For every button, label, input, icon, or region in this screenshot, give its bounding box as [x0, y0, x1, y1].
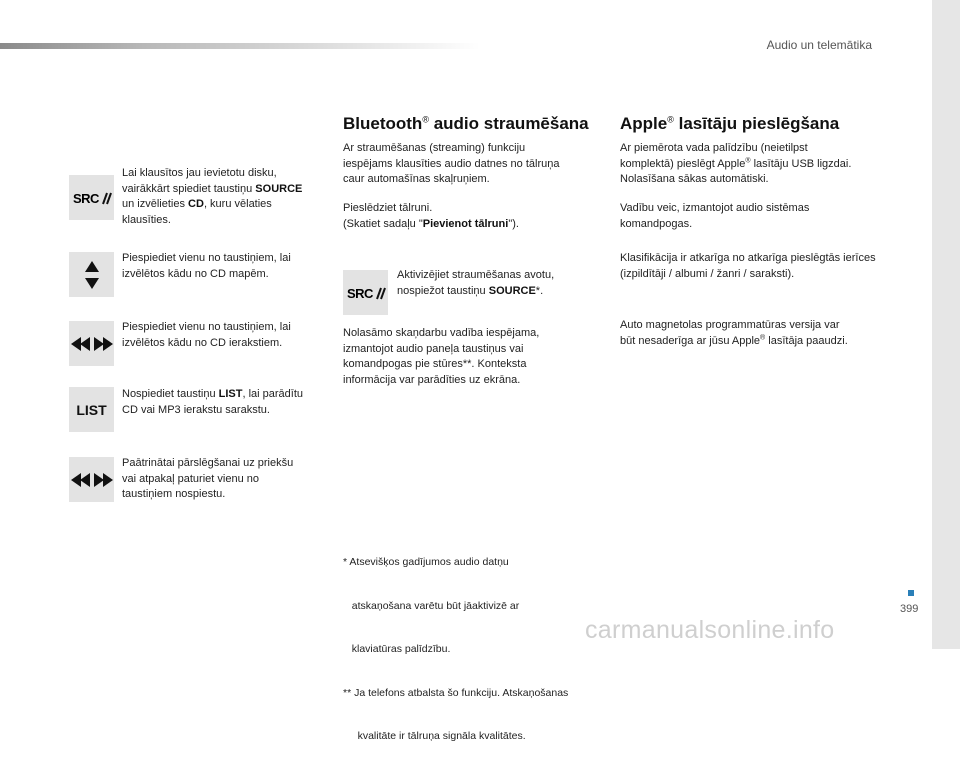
left-text-4: [122, 387, 332, 418]
bt-p3-line-2: izmantojot audio paneļa taustiņus vai: [343, 342, 524, 355]
bt-src-line-2: nospiežot taustiņu SOURCE*.: [397, 284, 544, 297]
apple-heading: Apple® lasītāju pieslēgšana: [620, 114, 840, 133]
left-5-line-2: vai atpakaļ paturiet vienu no: [122, 472, 259, 485]
ap-p3-line-1: Klasifikācija ir atkarīga no atkarīga pieslēgtās ierīces: [620, 252, 876, 264]
left-text-5: [122, 456, 332, 503]
page-number: 399: [900, 603, 919, 615]
prev-next-icon: [69, 321, 114, 366]
bluetooth-para-1: [343, 141, 603, 188]
left-text-2: [122, 251, 332, 282]
list-icon: [69, 387, 114, 432]
apple-para-1: [620, 141, 910, 188]
left-5-line-3: taustiņiem nospiestu.: [122, 488, 226, 500]
page-side-strip: [932, 0, 960, 649]
bt-p3-line-1: Nolasāmo skaņdarbu vadība iespējama,: [343, 327, 540, 339]
header-title: Audio un telemātika: [766, 38, 872, 52]
bluetooth-src-text: [397, 268, 607, 299]
src-icon-middle-label: SRC: [346, 285, 373, 301]
bt-p3-line-4: informācija var parādīties uz ekrāna.: [343, 373, 521, 386]
left-1-line-3: un izvēlieties CD, kuru vēlaties: [122, 198, 272, 210]
fast-seek-icon: [69, 457, 114, 502]
bt-p1-line-1: Ar straumēšanas (streaming) funkciju: [343, 142, 526, 154]
left-5-line-1: Paātrinātai pārslēgšanai uz priekšu: [122, 457, 294, 469]
bluetooth-para-2: [343, 201, 603, 232]
bluetooth-para-3: [343, 326, 603, 388]
ap-p2-line-1: Vadību veic, izmantojot audio sistēmas: [620, 202, 810, 214]
ap-p1-line-1: Ar piemērota vada palīdzību (neietilpst: [620, 142, 808, 154]
left-text-3: [122, 320, 332, 351]
footnotes: [343, 526, 613, 758]
footnote-line-4: ** Ja telefons atbalsta šo funkciju. Atskaņošanas: [343, 686, 569, 699]
watermark: carmanualsonline.info: [585, 616, 835, 644]
bt-p2-line-1: Pieslēdziet tālruni.: [343, 202, 433, 214]
ap-p4-line-2: būt nesaderīga ar jūsu Apple® lasītāja paaudzi.: [620, 333, 848, 347]
bt-p1-line-2: iespējams klausīties audio datnes no tālruņa: [343, 157, 560, 170]
left-text-1: [122, 166, 332, 228]
list-icon-label: LIST: [76, 401, 107, 418]
bluetooth-heading: Bluetooth® audio straumēšana: [343, 114, 589, 133]
left-3-line-1: Piespiediet vienu no taustiņiem, lai: [122, 321, 291, 333]
apple-para-2: [620, 201, 910, 232]
left-4-line-2: CD vai MP3 ierakstu sarakstu.: [122, 403, 270, 416]
ap-p2-line-2: komandpogas.: [620, 217, 693, 230]
left-2-line-2: izvēlētos kādu no CD mapēm.: [122, 267, 269, 280]
footnote-line-1: * Atsevišķos gadījumos audio datņu: [343, 556, 509, 568]
footnote-line-5: kvalitāte ir tālruņa signāla kvalitātes.: [343, 730, 526, 742]
page-marker: [908, 590, 914, 596]
bt-p1-line-3: caur automašīnas skaļruņiem.: [343, 173, 490, 185]
src-icon-middle: [343, 270, 388, 315]
left-4-line-1: Nospiediet taustiņu LIST, lai parādītu: [122, 388, 304, 400]
bt-p3-line-3: komandpogas pie stūres**. Konteksta: [343, 358, 527, 370]
src-icon-label: SRC: [72, 190, 99, 206]
ap-p4-line-1: Auto magnetolas programmatūras versija var: [620, 319, 840, 331]
apple-para-3: [620, 251, 910, 282]
bt-p2-line-2: (Skatiet sadaļu "Pievienot tālruni").: [343, 217, 519, 230]
apple-para-4: [620, 318, 910, 349]
ap-p1-line-2: komplektā) pieslēgt Apple® lasītāju USB ligzdai.: [620, 156, 852, 170]
up-down-arrows-icon: [69, 252, 114, 297]
left-1-line-2: vairākkārt spiediet taustiņu SOURCE: [122, 182, 303, 195]
bt-src-line-1: Aktivizējiet straumēšanas avotu,: [397, 269, 555, 281]
footnote-line-3: klaviatūras palīdzību.: [343, 643, 451, 655]
left-2-line-1: Piespiediet vienu no taustiņiem, lai: [122, 252, 291, 264]
ap-p3-line-2: (izpildītāji / albumi / žanri / saraksti).: [620, 267, 795, 280]
header-gradient-bar: [0, 43, 480, 49]
footnote-line-2: atskaņošana varētu būt jāaktivizē ar: [343, 599, 520, 612]
left-3-line-2: izvēlētos kādu no CD ierakstiem.: [122, 336, 283, 349]
src-icon: [69, 175, 114, 220]
ap-p1-line-3: Nolasīšana sākas automātiski.: [620, 173, 769, 185]
left-1-line-4: klausīties.: [122, 213, 171, 226]
left-1-line-1: Lai klausītos jau ievietotu disku,: [122, 167, 277, 179]
